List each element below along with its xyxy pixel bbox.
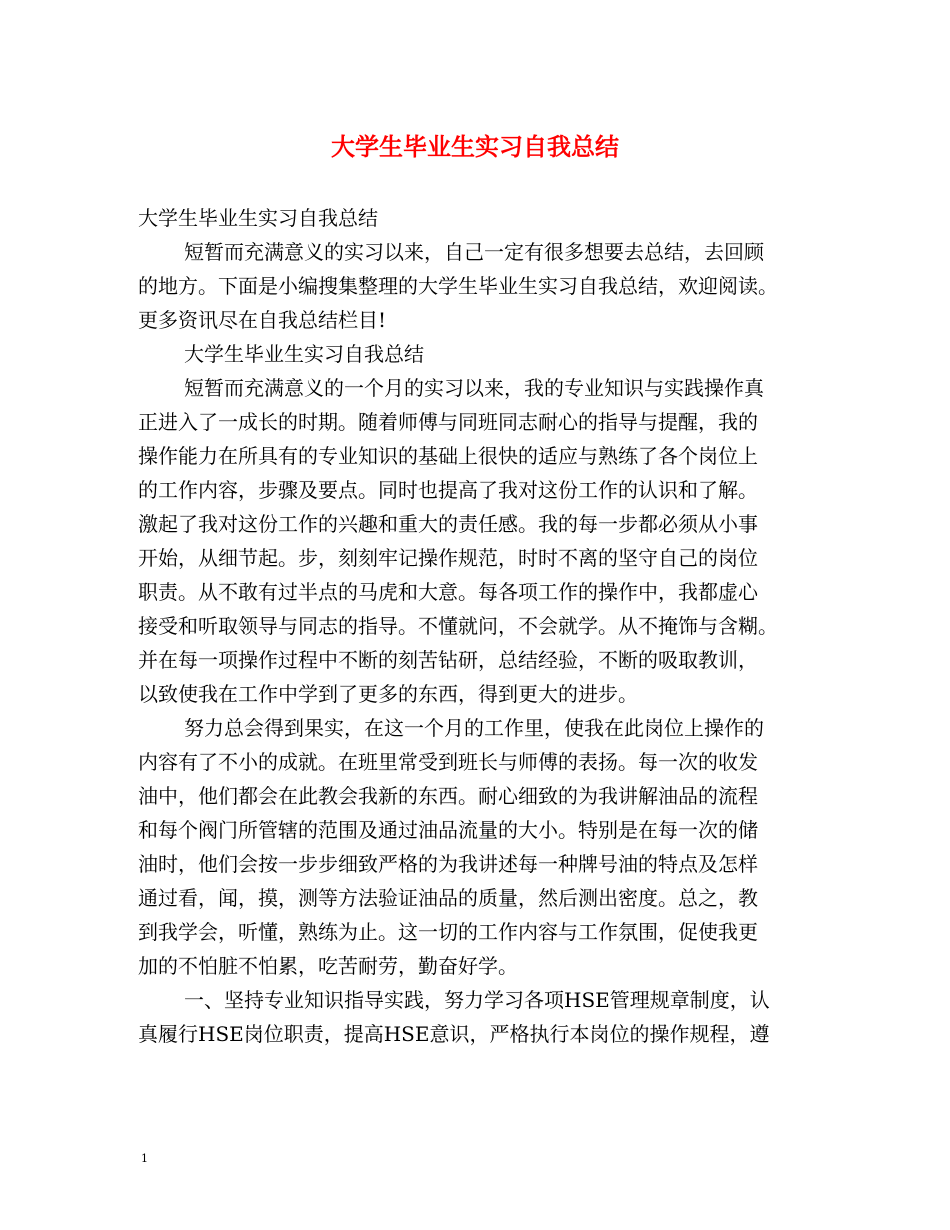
paragraph-line: 油中，他们都会在此教会我新的东西。耐心细致的为我讲解油品的流程 xyxy=(138,784,758,808)
paragraph-line: 接受和听取领导与同志的指导。不懂就问，不会就学。从不掩饰与含糊。 xyxy=(138,614,778,638)
paragraph-first-line: 大学生毕业生实习自我总结 xyxy=(184,342,424,366)
document-body xyxy=(138,201,838,1051)
paragraph-line: 加的不怕脏不怕累，吃苦耐劳，勤奋好学。 xyxy=(138,954,518,978)
paragraph-line: 以致使我在工作中学到了更多的东西，得到更大的进步。 xyxy=(138,682,638,706)
paragraph-line: 职责。从不敢有过半点的马虎和大意。每各项工作的操作中，我都虚心 xyxy=(138,580,758,604)
paragraph-first-line: 努力总会得到果实，在这一个月的工作里，使我在此岗位上操作的 xyxy=(184,716,764,740)
paragraph-line: 开始，从细节起。步，刻刻牢记操作规范，时时不离的坚守自己的岗位 xyxy=(138,546,758,570)
paragraph-line: 到我学会，听懂，熟练为止。这一切的工作内容与工作氛围，促使我更 xyxy=(138,920,758,944)
paragraph-line: 真履行HSE岗位职责，提高HSE意识，严格执行本岗位的操作规程，遵 xyxy=(138,1022,770,1046)
paragraph-line: 正进入了一成长的时期。随着师傅与同班同志耐心的指导与提醒，我的 xyxy=(138,410,758,434)
paragraph-first-line: 一、坚持专业知识指导实践，努力学习各项HSE管理规章制度，认 xyxy=(184,988,770,1012)
paragraph-line: 内容有了不小的成就。在班里常受到班长与师傅的表扬。每一次的收发 xyxy=(138,750,758,774)
paragraph-line: 油时，他们会按一步步细致严格的为我讲述每一种牌号油的特点及怎样 xyxy=(138,852,758,876)
paragraph-line: 和每个阀门所管辖的范围及通过油品流量的大小。特别是在每一次的储 xyxy=(138,818,758,842)
paragraph-line: 操作能力在所具有的专业知识的基础上很快的适应与熟练了各个岗位上 xyxy=(138,444,758,468)
paragraph-first-line: 短暂而充满意义的实习以来，自己一定有很多想要去总结，去回顾 xyxy=(184,240,764,264)
paragraph-line: 通过看，闻，摸，测等方法验证油品的质量，然后测出密度。总之，教 xyxy=(138,886,758,910)
paragraph-first-line: 短暂而充满意义的一个月的实习以来，我的专业知识与实践操作真 xyxy=(184,376,764,400)
page-number: 1 xyxy=(141,1152,148,1165)
paragraph-line: 激起了我对这份工作的兴趣和重大的责任感。我的每一步都必须从小事 xyxy=(138,512,758,536)
document-title: 大学生毕业生实习自我总结 xyxy=(331,132,619,161)
paragraph-line: 更多资讯尽在自我总结栏目! xyxy=(138,308,387,332)
paragraph-line: 的地方。下面是小编搜集整理的大学生毕业生实习自我总结，欢迎阅读。 xyxy=(138,274,778,298)
paragraph-line: 并在每一项操作过程中不断的刻苦钻研，总结经验，不断的吸取教训， xyxy=(138,648,758,672)
paragraph-first-line: 大学生毕业生实习自我总结 xyxy=(138,206,378,230)
paragraph-line: 的工作内容，步骤及要点。同时也提高了我对这份工作的认识和了解。 xyxy=(138,478,758,502)
